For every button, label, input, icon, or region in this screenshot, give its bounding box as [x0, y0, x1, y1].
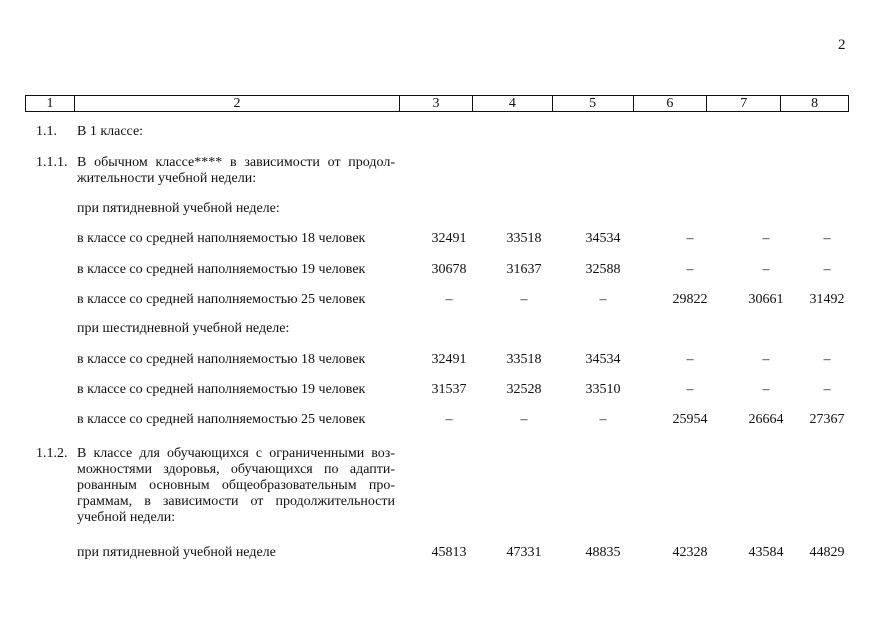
row-label: в классе со средней наполняемостью 19 человек: [77, 262, 366, 277]
row-label: при пятидневной учебной неделе: [77, 545, 276, 560]
row-value-col-4: 31637: [506, 262, 542, 277]
row-value-col-3: 32491: [431, 352, 467, 367]
row-label: в классе со средней наполняемостью 25 человек: [77, 292, 366, 307]
header-col-4: 4: [473, 96, 553, 111]
row-value-col-6: 29822: [672, 292, 708, 307]
header-col-6: 6: [634, 96, 708, 111]
row-value-col-3: 32491: [431, 231, 467, 246]
row-value-col-8: 44829: [809, 545, 845, 560]
page-number: 2: [838, 37, 846, 53]
row-value-col-3: 45813: [431, 545, 467, 560]
row-value-col-8: –: [823, 231, 831, 246]
header-col-8: 8: [811, 96, 819, 111]
row-value-col-8: –: [823, 382, 831, 397]
row-value-col-6: –: [686, 352, 694, 367]
row-value-col-5: 34534: [585, 231, 621, 246]
row-value-col-5: 32588: [585, 262, 621, 277]
row-value-col-8: 31492: [809, 292, 845, 307]
row-value-col-3: 31537: [431, 382, 467, 397]
row-label: в классе со средней наполняемостью 18 человек: [77, 231, 366, 246]
row-number: 1.1.2.: [36, 446, 68, 461]
row-value-col-8: 27367: [809, 412, 845, 427]
row-value-col-4: 47331: [506, 545, 542, 560]
row-value-col-5: –: [599, 412, 607, 427]
row-value-col-8: –: [823, 352, 831, 367]
row-value-col-7: –: [762, 262, 770, 277]
row-label: В классе для обучающихся с ограниченными воз-можностями здоровья, обучающихся по адапти-рованным основным общеобразовательным про-граммам, в зависимости от продолжительности учебной недели:: [77, 446, 395, 525]
row-value-col-6: –: [686, 231, 694, 246]
row-number: 1.1.1.: [36, 155, 68, 170]
header-col-3: 3: [400, 96, 473, 111]
row-label: В обычном классе**** в зависимости от продол-жительности учебной недели:: [77, 155, 395, 186]
row-value-col-7: –: [762, 352, 770, 367]
row-label: в классе со средней наполняемостью 18 человек: [77, 352, 366, 367]
row-value-col-7: 43584: [748, 545, 784, 560]
row-label: В 1 классе:: [77, 124, 144, 139]
row-value-col-7: –: [762, 231, 770, 246]
row-value-col-3: –: [445, 412, 453, 427]
row-value-col-6: –: [686, 382, 694, 397]
row-label: в классе со средней наполняемостью 19 человек: [77, 382, 366, 397]
row-value-col-7: 30661: [748, 292, 784, 307]
row-value-col-4: 33518: [506, 352, 542, 367]
header-col-2: 2: [75, 96, 400, 111]
row-value-col-6: 25954: [672, 412, 708, 427]
header-col-5: 5: [553, 96, 634, 111]
row-value-col-5: 34534: [585, 352, 621, 367]
header-col-1: 1: [26, 96, 75, 111]
table-header: [25, 95, 849, 112]
row-label: при пятидневной учебной неделе:: [77, 201, 280, 216]
row-value-col-4: 32528: [506, 382, 542, 397]
row-value-col-7: 26664: [748, 412, 784, 427]
row-value-col-6: 42328: [672, 545, 708, 560]
row-value-col-4: –: [520, 412, 528, 427]
row-value-col-5: 33510: [585, 382, 621, 397]
row-value-col-4: –: [520, 292, 528, 307]
row-value-col-3: 30678: [431, 262, 467, 277]
row-label: в классе со средней наполняемостью 25 человек: [77, 412, 366, 427]
row-value-col-7: –: [762, 382, 770, 397]
row-value-col-5: –: [599, 292, 607, 307]
row-number: 1.1.: [36, 124, 57, 139]
row-value-col-4: 33518: [506, 231, 542, 246]
row-label: при шестидневной учебной неделе:: [77, 321, 290, 336]
row-value-col-8: –: [823, 262, 831, 277]
header-col-7: 7: [707, 96, 781, 111]
row-value-col-6: –: [686, 262, 694, 277]
row-value-col-3: –: [445, 292, 453, 307]
row-value-col-5: 48835: [585, 545, 621, 560]
